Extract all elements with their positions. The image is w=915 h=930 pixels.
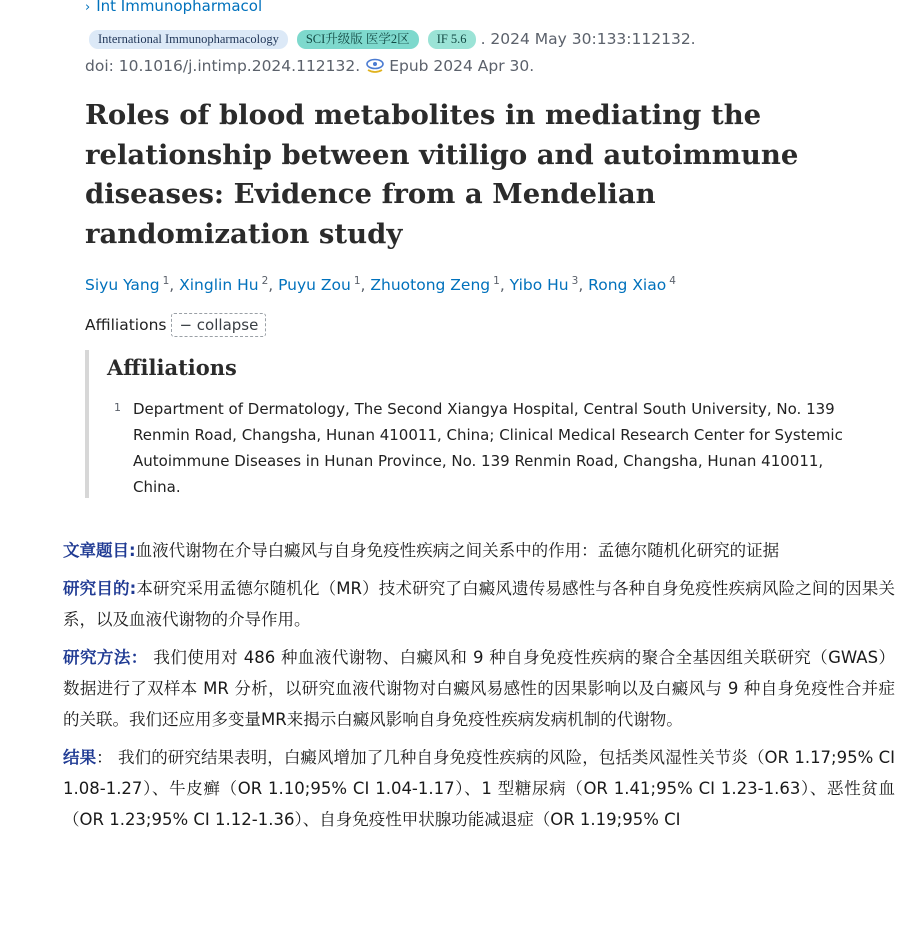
journal-link[interactable]: [85, 0, 262, 15]
collapse-button[interactable]: − collapse: [171, 313, 266, 337]
citation-meta: [89, 28, 696, 50]
author-link[interactable]: [588, 276, 676, 294]
affiliation-text: Department of Dermatology, The Second Xiangya Hospital, Central South University, No. 139 Renmin Road, Changsha, Hunan 410011, China; Clinical Medical Research Center for Systemic Autoimmune Diseases in Hunan Province, No. 139 Renmin Road, Changsha, Hunan 410011, China.: [133, 400, 843, 496]
summary-objective-paragraph: [63, 573, 895, 635]
author-name: Yibo Hu: [509, 276, 569, 294]
summary-label: 研究目的:: [63, 579, 137, 598]
summary-methods-paragraph: [63, 642, 895, 735]
author-link[interactable]: [179, 276, 268, 294]
author-affiliation-number[interactable]: 3: [571, 275, 579, 287]
affiliations-heading: Affiliations: [107, 355, 237, 380]
author-list: [85, 275, 676, 294]
author-link[interactable]: [278, 276, 360, 294]
author-name: Rong Xiao: [588, 276, 667, 294]
impact-factor-badge: IF 5.6: [428, 30, 476, 49]
affiliations-toggle: [85, 313, 266, 337]
summary-label: 文章题目:: [63, 541, 136, 560]
summary-text: 血液代谢物在介导白癜风与自身免疫性疾病之间关系中的作用：孟德尔随机化研究的证据: [135, 541, 780, 560]
summary-label: 研究方法：: [63, 648, 148, 667]
author-separator: ,: [499, 276, 510, 294]
author-name: Xinglin Hu: [179, 276, 259, 294]
author-affiliation-number[interactable]: 2: [261, 275, 269, 287]
summary-text: 我们使用对 486 种血液代谢物、白癜风和 9 种自身免疫性疾病的聚合全基因组关联研究（GWAS） 数据进行了双样本 MR 分析，以研究血液代谢物对白癜风易感性的因果影响以及白癜风与 9 种自身免疫性合并症的关联。我们还应用多变量MR来揭示白癜风影响自身免疫性疾病发病机制的代谢物。: [63, 648, 895, 729]
author-separator: ,: [578, 276, 589, 294]
summary-title-paragraph: [63, 535, 895, 566]
doi-row: [85, 55, 534, 77]
author-affiliation-number[interactable]: 1: [493, 275, 500, 287]
citation-date: . 2024 May 30:133:112132.: [480, 30, 696, 48]
summary-results-paragraph: [63, 742, 895, 835]
author-affiliation-number[interactable]: 1: [353, 275, 361, 287]
article-title: Roles of blood metabolites in mediating the relationship between vitiligo and autoimmune diseases: Evidence from a Mendelian randomization study: [85, 99, 799, 250]
sci-rank-badge: SCI升级版 医学2区: [297, 30, 419, 49]
author-separator: ,: [268, 276, 279, 294]
author-affiliation-number[interactable]: 4: [669, 275, 676, 287]
affiliation-number: 1: [114, 401, 121, 414]
chinese-summary: [63, 535, 895, 842]
author-link[interactable]: [370, 276, 499, 294]
author-link[interactable]: [510, 276, 579, 294]
author-separator: ,: [360, 276, 371, 294]
author-affiliation-number[interactable]: 1: [162, 275, 170, 287]
author-separator: ,: [169, 276, 180, 294]
author-link[interactable]: [85, 276, 169, 294]
journal-link-label: Int Immunopharmacol: [96, 0, 263, 15]
summary-text: ： 我们的研究结果表明，白癜风增加了几种自身免疫性疾病的风险，包括类风湿性关节炎（OR 1.17;95% CI 1.08-1.27）、牛皮癣（OR 1.10;95% CI 1.04-1.17）、1 型糖尿病（OR 1.41;95% CI 1.23-1.63）、恶性贫血（OR 1.23;95% CI 1.12-1.36）、自身免疫性甲状腺功能减退症（OR 1.19;95% CI: [63, 748, 896, 829]
epub-date: Epub 2024 Apr 30.: [389, 57, 535, 75]
sync-eye-icon[interactable]: [365, 57, 385, 75]
author-name: Puyu Zou: [278, 276, 351, 294]
affiliations-toggle-label: Affiliations: [85, 316, 167, 334]
summary-label: 结果: [63, 748, 97, 767]
author-name: Siyu Yang: [85, 276, 160, 294]
author-name: Zhuotong Zeng: [370, 276, 491, 294]
journal-tag[interactable]: International Immunopharmacology: [89, 30, 288, 49]
chevron-icon: ›: [85, 0, 91, 15]
summary-text: 本研究采用孟德尔随机化（MR）技术研究了白癜风遗传易感性与各种自身免疫性疾病风险之间的因果关系，以及血液代谢物的介导作用。: [63, 579, 895, 629]
doi-text: doi: 10.1016/j.intimp.2024.112132.: [85, 57, 361, 75]
affiliations-panel: [85, 350, 869, 498]
